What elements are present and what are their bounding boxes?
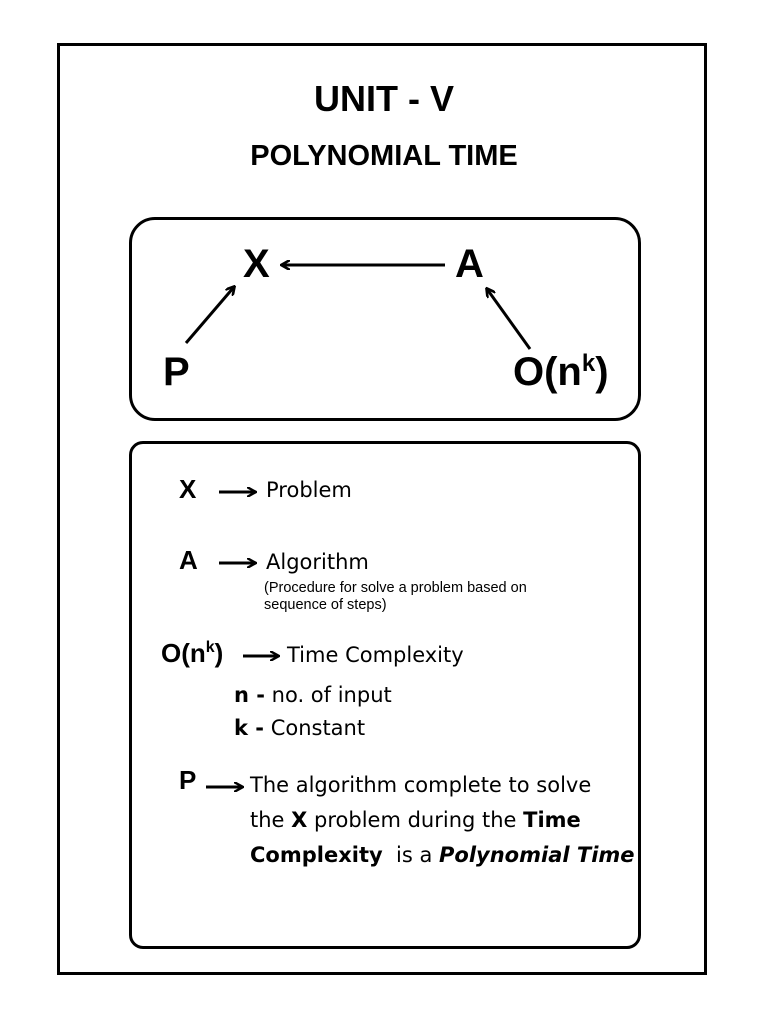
def-a-meaning: Algorithm [266, 550, 369, 574]
arrow-p-to-x [186, 287, 234, 343]
node-x: X [243, 242, 270, 286]
def-x-meaning: Problem [266, 478, 352, 502]
unit-title: UNIT - V [314, 78, 454, 119]
def-x-symbol: X [179, 474, 197, 504]
def-n-line: n - no. of input [234, 683, 392, 707]
def-a-symbol: A [179, 545, 198, 575]
node-o-n-k: $O(n^k)$ [513, 350, 609, 394]
node-a: A [455, 242, 484, 286]
def-o-symbol: $O(n^k)$ [161, 638, 224, 668]
def-o-meaning: Time Complexity [287, 643, 464, 667]
arrow-o-to-a [487, 289, 530, 349]
def-p-symbol: P [179, 765, 197, 795]
node-p: P [163, 350, 190, 394]
def-p-explanation: The algorithm complete to solve the X problem during the Time Complexity is a Polynomial Time [250, 773, 635, 867]
def-a-note: (Procedure for solve a problem based on sequence of steps) [264, 580, 527, 613]
def-k-line: k - Constant [234, 716, 366, 740]
topic-title: POLYNOMIAL TIME [250, 140, 518, 172]
